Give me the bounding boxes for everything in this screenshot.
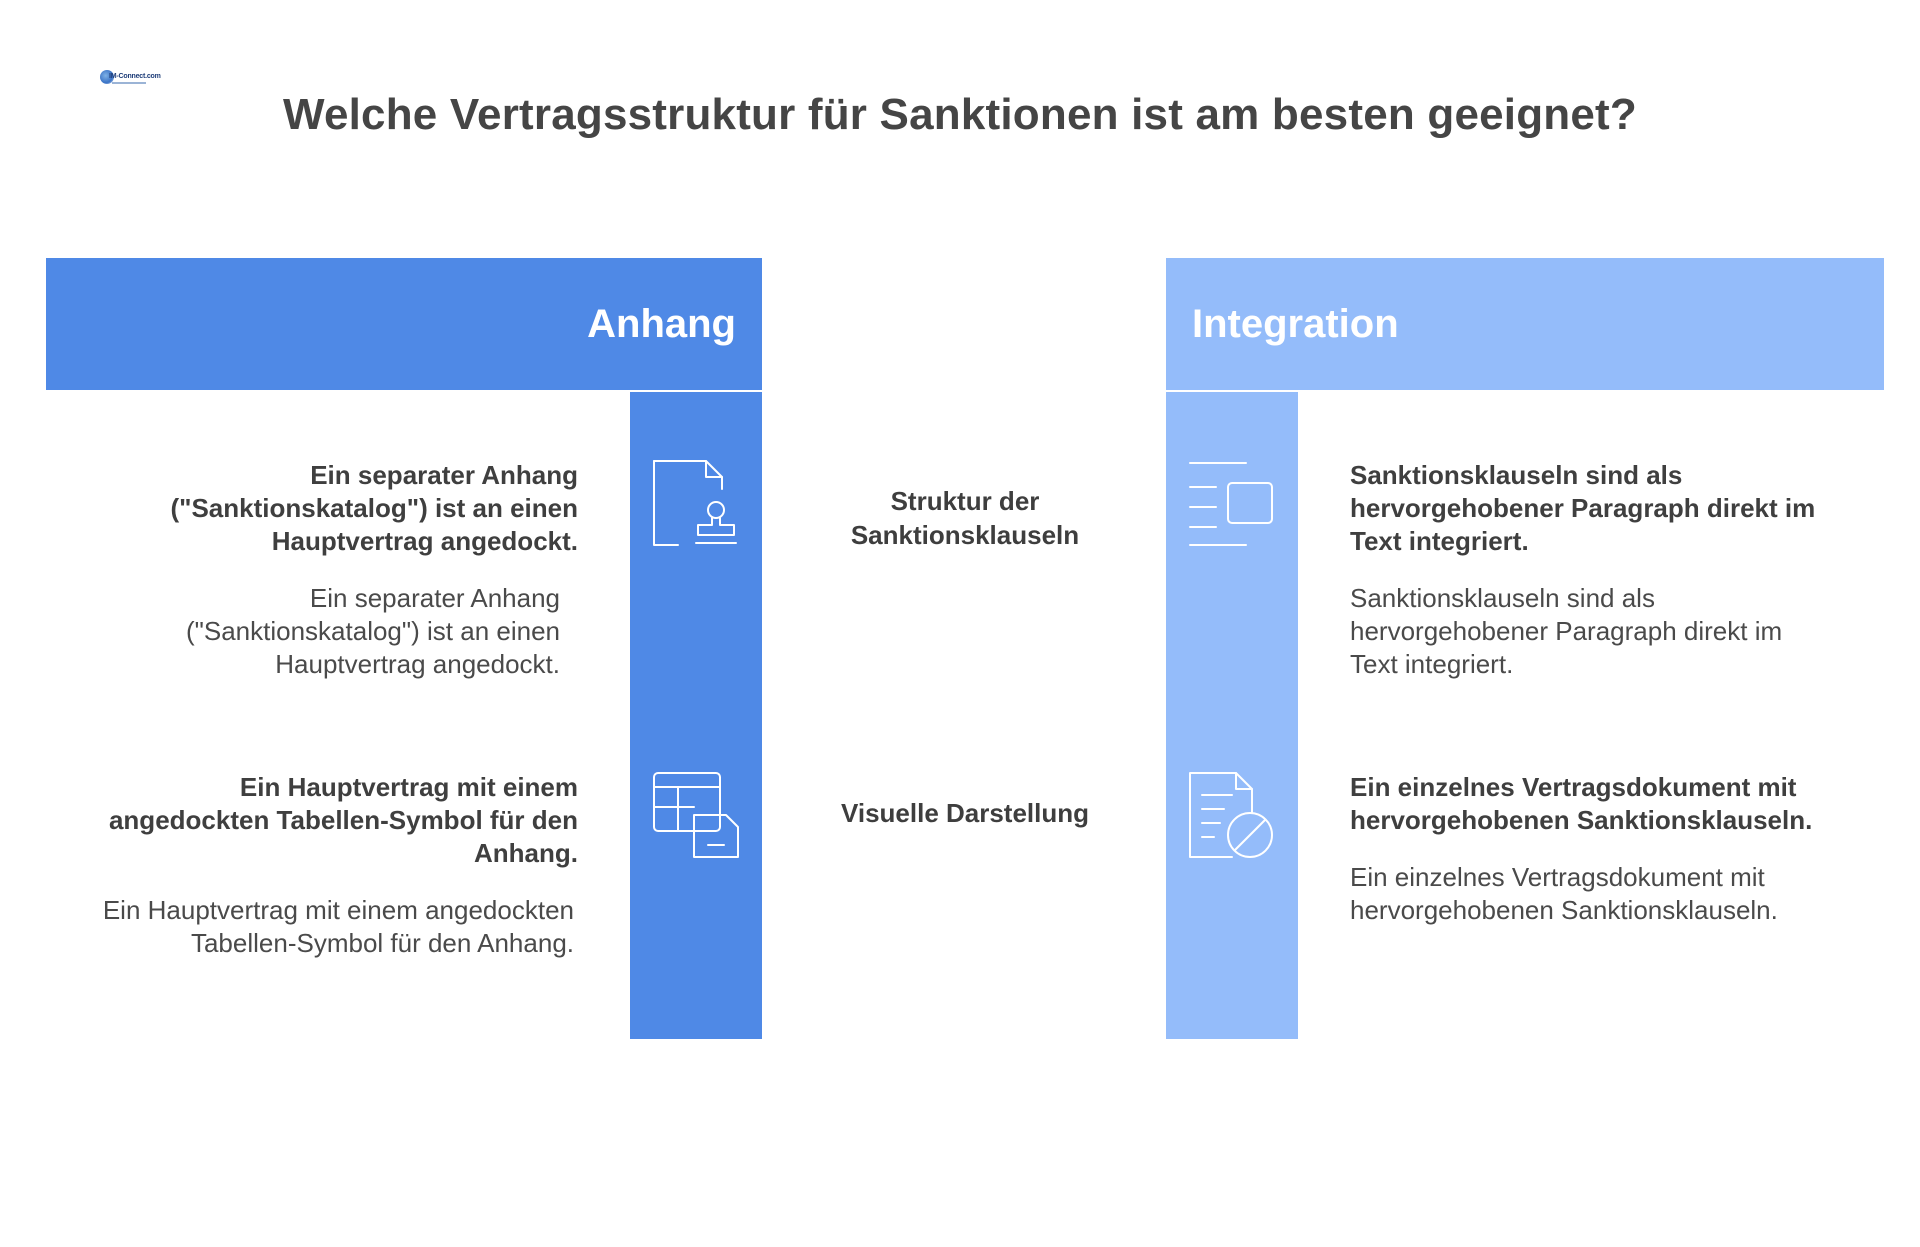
column-header-integration — [1166, 258, 1884, 390]
page-title: Welche Vertragsstruktur für Sanktionen ist am besten geeignet? — [283, 90, 1637, 139]
column-header-label: Anhang — [587, 301, 736, 346]
row-label-visuelle-darstellung: Visuelle Darstellung — [840, 798, 1090, 828]
anhang-structure-heading: Ein separater Anhang ("Sanktionskatalog") ist an einen Hauptvertrag angedockt. — [170, 460, 578, 556]
integration-structure-description: Sanktionsklauseln sind als hervorgehobener Paragraph direkt im Text integriert. — [1350, 583, 1783, 679]
anhang-structure-description: Ein separater Anhang ("Sanktionskatalog") ist an einen Hauptvertrag angedockt. — [185, 583, 560, 679]
anhang-visual-description: Ein Hauptvertrag mit einem angedockten Tabellen-Symbol für den Anhang. — [102, 895, 574, 958]
table-document-icon — [648, 767, 744, 863]
integration-visual-description: Ein einzelnes Vertragsdokument mit hervorgehobenen Sanktionsklauseln. — [1350, 862, 1778, 925]
document-prohibited-icon — [1184, 767, 1280, 863]
logo — [100, 70, 161, 88]
logo-underline — [112, 82, 146, 84]
text-paragraph-icon — [1184, 455, 1280, 551]
logo-text: IM-Connect.com — [109, 73, 161, 80]
document-stamp-icon — [648, 455, 744, 551]
row-label-struktur: Struktur der Sanktionsklauseln — [850, 486, 1080, 550]
integration-visual-heading: Ein einzelnes Vertragsdokument mit hervorgehobenen Sanktionsklauseln. — [1350, 772, 1813, 835]
integration-structure-heading: Sanktionsklauseln sind als hervorgehobener Paragraph direkt im Text integriert. — [1350, 460, 1816, 556]
column-header-label: Integration — [1192, 301, 1399, 346]
column-header-anhang — [46, 258, 762, 390]
anhang-visual-heading: Ein Hauptvertrag mit einem angedockten Tabellen-Symbol für den Anhang. — [108, 772, 578, 868]
